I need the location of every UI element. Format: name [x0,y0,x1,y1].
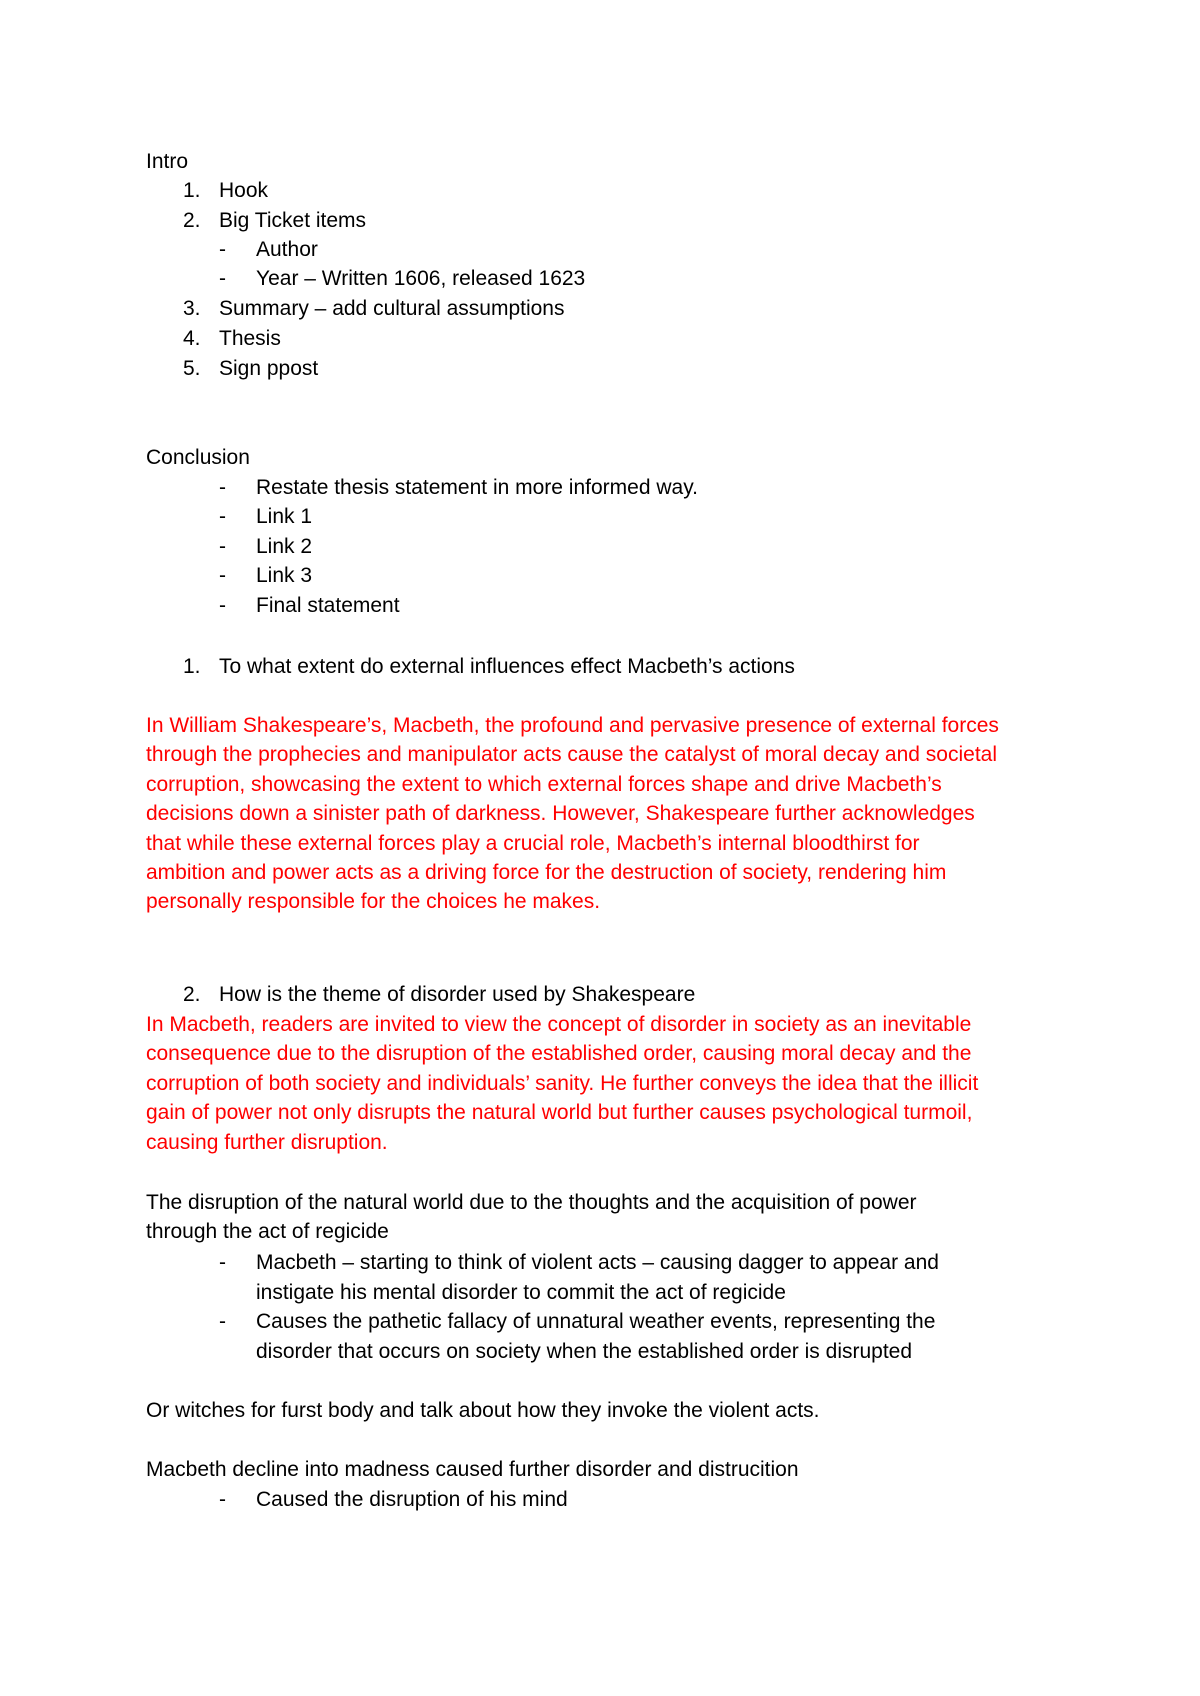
item-line: Causes the pathetic fallacy of unnatural weather events, representing the [256,1310,936,1333]
intro-subitem-year: Year – Written 1606, released 1623 [256,267,586,290]
question-2-answer [146,1010,978,1157]
natural-world-item-dagger [256,1248,939,1308]
intro-item-summary: Summary – add cultural assumptions [219,297,565,320]
question-1-number: 1. [183,655,201,678]
intro-item-signpost: Sign ppost [219,357,319,380]
intro-item-big-ticket: Big Ticket items [219,209,367,232]
natural-world-bullet: - [219,1310,226,1333]
intro-item-number: 3. [183,297,201,320]
answer-line: gain of power not only disrupts the natural world but further causes psychological turmoil, [146,1101,973,1125]
intro-heading: Intro [146,150,189,173]
heading-line: The disruption of the natural world due to the thoughts and the acquisition of power [146,1191,917,1214]
intro-subitem-bullet: - [219,267,226,290]
intro-subitem-bullet: - [219,238,226,261]
answer-line: In Macbeth, readers are invited to view the concept of disorder in society as an inevitable [146,1013,972,1036]
witches-note: Or witches for furst body and talk about how they invoke the violent acts. [146,1399,820,1422]
question-1-text: To what extent do external influences effect Macbeth’s actions [219,655,795,678]
question-2-number: 2. [183,983,201,1006]
intro-item-number: 1. [183,179,201,202]
intro-item-number: 2. [183,209,201,232]
natural-world-item-weather [256,1307,935,1367]
item-line: disorder that occurs on society when the established order is disrupted [256,1340,913,1363]
madness-item-mind: Caused the disruption of his mind [256,1488,568,1511]
madness-bullet: - [219,1488,226,1511]
answer-line: personally responsible for the choices he makes. [146,890,601,914]
question-2-text: How is the theme of disorder used by Shakespeare [219,983,696,1006]
answer-line: decisions down a sinister path of darkness. However, Shakespeare further acknowledges [146,802,975,826]
conclusion-heading: Conclusion [146,446,250,469]
item-line: Macbeth – starting to think of violent acts – causing dagger to appear and [256,1251,939,1274]
natural-world-bullet: - [219,1251,226,1274]
intro-item-number: 4. [183,327,201,350]
madness-heading: Macbeth decline into madness caused further disorder and distrucition [146,1458,799,1481]
natural-world-heading [146,1188,917,1247]
answer-line: through the prophecies and manipulator acts cause the catalyst of moral decay and societal [146,743,998,767]
conclusion-item-final: Final statement [256,594,400,617]
conclusion-item-link-2: Link 2 [256,535,313,558]
conclusion-bullet: - [219,564,226,587]
conclusion-bullet: - [219,476,226,499]
intro-item-number: 5. [183,357,201,380]
answer-line: consequence due to the disruption of the established order, causing moral decay and the [146,1042,972,1066]
answer-line: causing further disruption. [146,1130,388,1154]
heading-line: through the act of regicide [146,1220,389,1244]
question-1-answer [146,711,999,917]
item-line: instigate his mental disorder to commit the act of regicide [256,1281,786,1304]
intro-item-thesis: Thesis [219,327,281,350]
conclusion-item-link-1: Link 1 [256,505,313,528]
intro-item-hook: Hook [219,179,269,202]
conclusion-item-link-3: Link 3 [256,564,313,587]
intro-subitem-author: Author [256,238,318,261]
conclusion-bullet: - [219,535,226,558]
conclusion-bullet: - [219,505,226,528]
answer-line: that while these external forces play a crucial role, Macbeth’s internal bloodthirst for [146,831,920,855]
answer-line: ambition and power acts as a driving force for the destruction of society, rendering him [146,861,947,885]
conclusion-item-restate: Restate thesis statement in more informed way. [256,476,698,499]
answer-line: corruption of both society and individuals’ sanity. He further conveys the idea that the illicit [146,1071,979,1095]
conclusion-bullet: - [219,594,226,617]
answer-line: In William Shakespeare’s, Macbeth, the profound and pervasive presence of external forces [146,714,999,737]
answer-line: corruption, showcasing the extent to which external forces shape and drive Macbeth’s [146,772,942,796]
